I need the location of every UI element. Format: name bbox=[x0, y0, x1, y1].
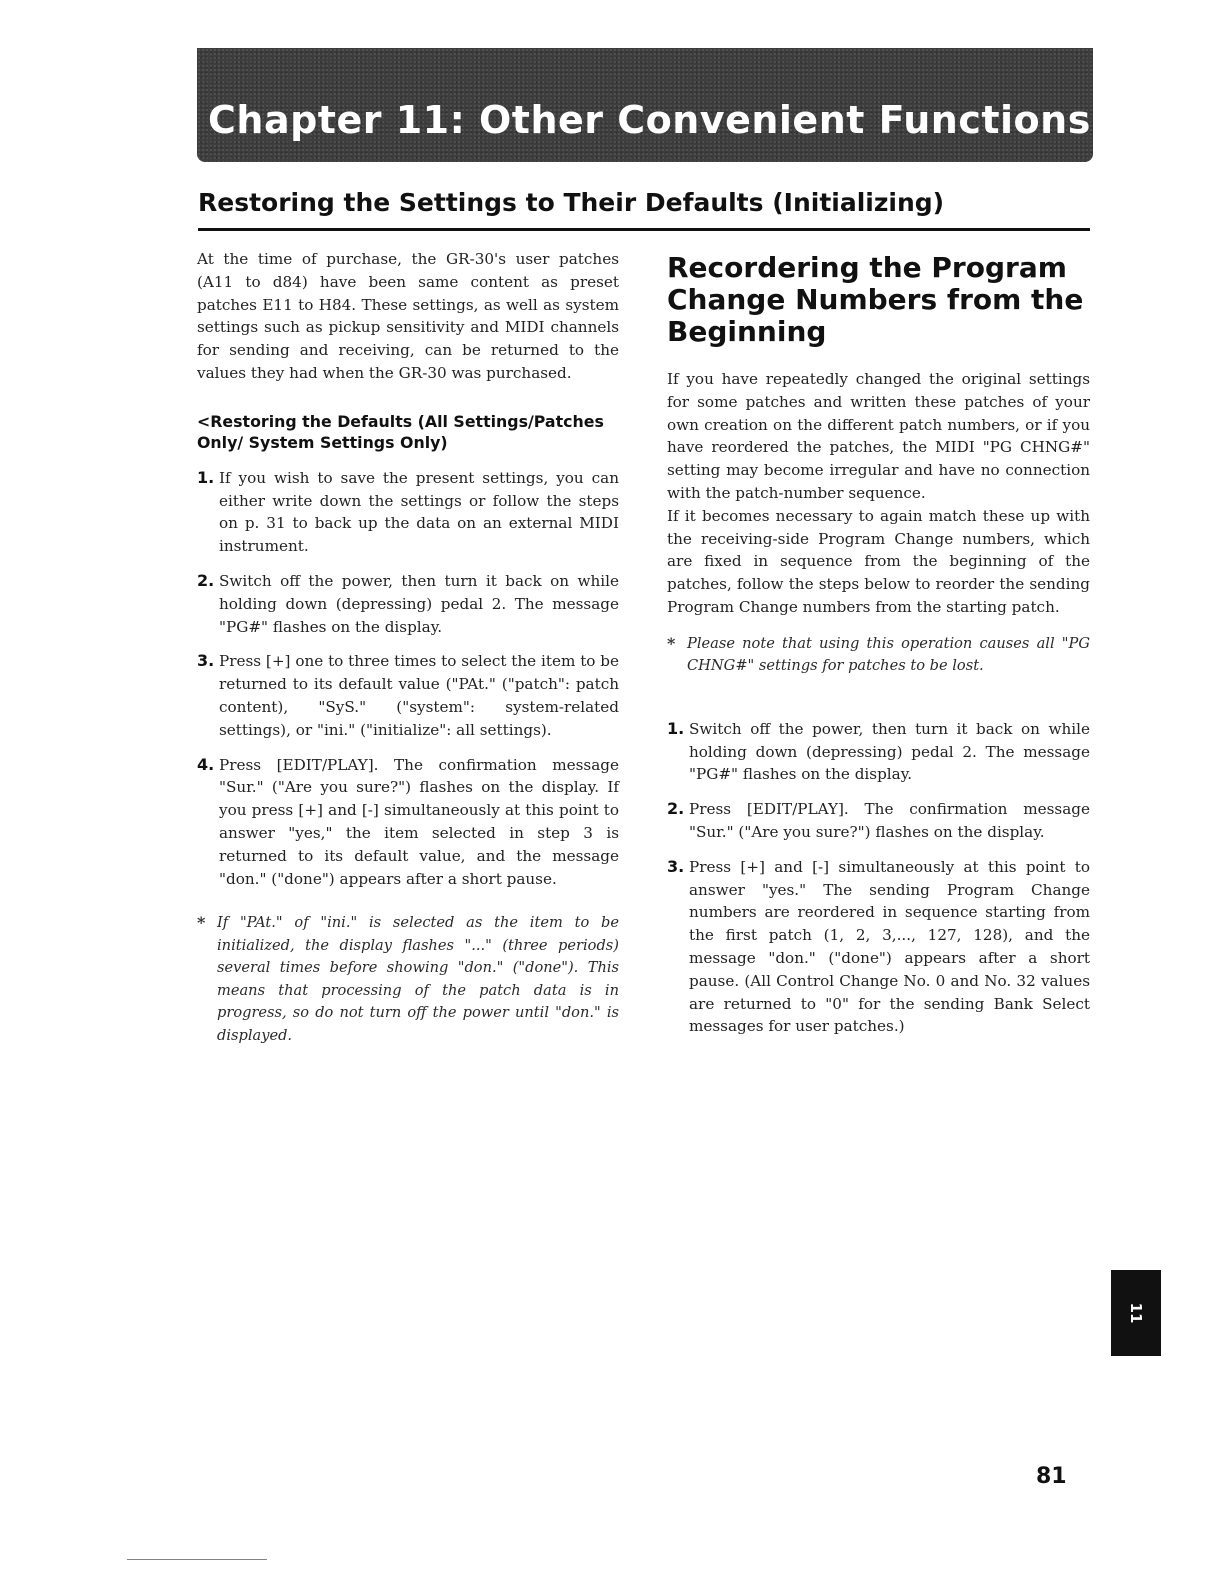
reorder-note bbox=[667, 633, 1090, 678]
section-divider bbox=[198, 228, 1090, 231]
step-text: Press [+] one to three times to select the item to be returned to its default value ("PAt." ("patch": patch content), "SyS." ("system": system-related settings), or "ini." ("initialize": all settings). bbox=[219, 652, 619, 739]
reorder-heading: Recordering the Program Change Numbers from the Beginning bbox=[667, 251, 1084, 348]
footer-line bbox=[127, 1559, 267, 1560]
step-number: 1. bbox=[197, 467, 215, 487]
step-number: 3. bbox=[197, 651, 215, 671]
page-number: 81 bbox=[1036, 1464, 1067, 1489]
step-number: 3. bbox=[667, 856, 685, 876]
list-item bbox=[667, 856, 1090, 1038]
restore-steps-list bbox=[197, 467, 619, 891]
left-column bbox=[197, 248, 619, 1047]
section-title: Restoring the Settings to Their Defaults (Initializing) bbox=[198, 188, 945, 217]
note-text: If "PAt." of "ini." is selected as the item to be initialized, the display flashes "..." (three periods) several times before showing "don." ("done"). This means that processing of the patch data is in progress, so do not turn off the power until "don." is displayed. bbox=[217, 914, 619, 1044]
list-item bbox=[197, 570, 619, 638]
note-text: Please note that using this operation causes all "PG CHNG#" settings for patches to be lost. bbox=[687, 634, 1090, 675]
step-text: Press [EDIT/PLAY]. The confirmation message "Sur." ("Are you sure?") flashes on the display. If you press [+] and [-] simultaneously at this point to answer "yes," the item selected in step 3 is returned to its default value, and the message "don." ("done") appears after a short pause. bbox=[219, 755, 619, 888]
chapter-tab-label: 11 bbox=[1127, 1302, 1145, 1324]
chapter-title: Chapter 11: Other Convenient Functions bbox=[208, 98, 1091, 142]
step-text: Switch off the power, then turn it back on while holding down (depressing) pedal 2. The message "PG#" flashes on the display. bbox=[219, 571, 619, 636]
list-item bbox=[197, 754, 619, 891]
restore-defaults-subheading: <Restoring the Defaults (All Settings/Patches Only/ System Settings Only) bbox=[197, 411, 604, 452]
asterisk-icon: * bbox=[667, 633, 676, 653]
step-text: If you wish to save the present settings, you can either write down the settings or follow the steps on p. 31 to back up the data on an external MIDI instrument. bbox=[219, 468, 619, 556]
step-number: 1. bbox=[667, 718, 685, 738]
initialize-note bbox=[197, 912, 619, 1047]
list-item bbox=[197, 467, 619, 558]
intro-paragraph: At the time of purchase, the GR-30's user patches (A11 to d84) have been same content as preset patches E11 to H84. These settings, as well as system settings such as pickup sensitivity and MIDI channels for sending and receiving, can be returned to the values they had when the GR-30 was purchased. bbox=[197, 250, 619, 382]
list-item bbox=[197, 650, 619, 741]
step-number: 4. bbox=[197, 754, 215, 774]
list-item bbox=[667, 718, 1090, 786]
reorder-steps-list bbox=[667, 718, 1090, 1038]
step-number: 2. bbox=[197, 570, 215, 590]
chapter-edge-tab bbox=[1111, 1270, 1161, 1356]
asterisk-icon: * bbox=[197, 913, 206, 933]
list-item bbox=[667, 798, 1090, 844]
right-column bbox=[667, 252, 1090, 1050]
reorder-paragraph-2: If it becomes necessary to again match these up with the receiving-side Program Change numbers, which are fixed in sequence from the beginning of the patches, follow the steps below to reorder the sending Program Change numbers from the starting patch. bbox=[667, 506, 1090, 616]
step-text: Press [+] and [-] simultaneously at this point to answer "yes." The sending Program Change numbers are reordered in sequence starting from the first patch (1, 2, 3,..., 127, 128), and the message "don." ("done") appears after a short pause. (All Control Change No. 0 and No. 32 values are returned to "0" for the sending Bank Select messages for user patches.) bbox=[689, 857, 1090, 1036]
step-text: Switch off the power, then turn it back on while holding down (depressing) pedal 2. The message "PG#" flashes on the display. bbox=[689, 719, 1090, 784]
step-text: Press [EDIT/PLAY]. The confirmation message "Sur." ("Are you sure?") flashes on the display. bbox=[689, 800, 1090, 841]
reorder-paragraph-1: If you have repeatedly changed the original settings for some patches and written these patches of your own creation on the different patch numbers, or if you have reordered the patches, the MIDI "PG CHNG#" setting may become irregular and have no connection with the patch-number sequence. bbox=[667, 370, 1090, 502]
step-number: 2. bbox=[667, 799, 685, 819]
